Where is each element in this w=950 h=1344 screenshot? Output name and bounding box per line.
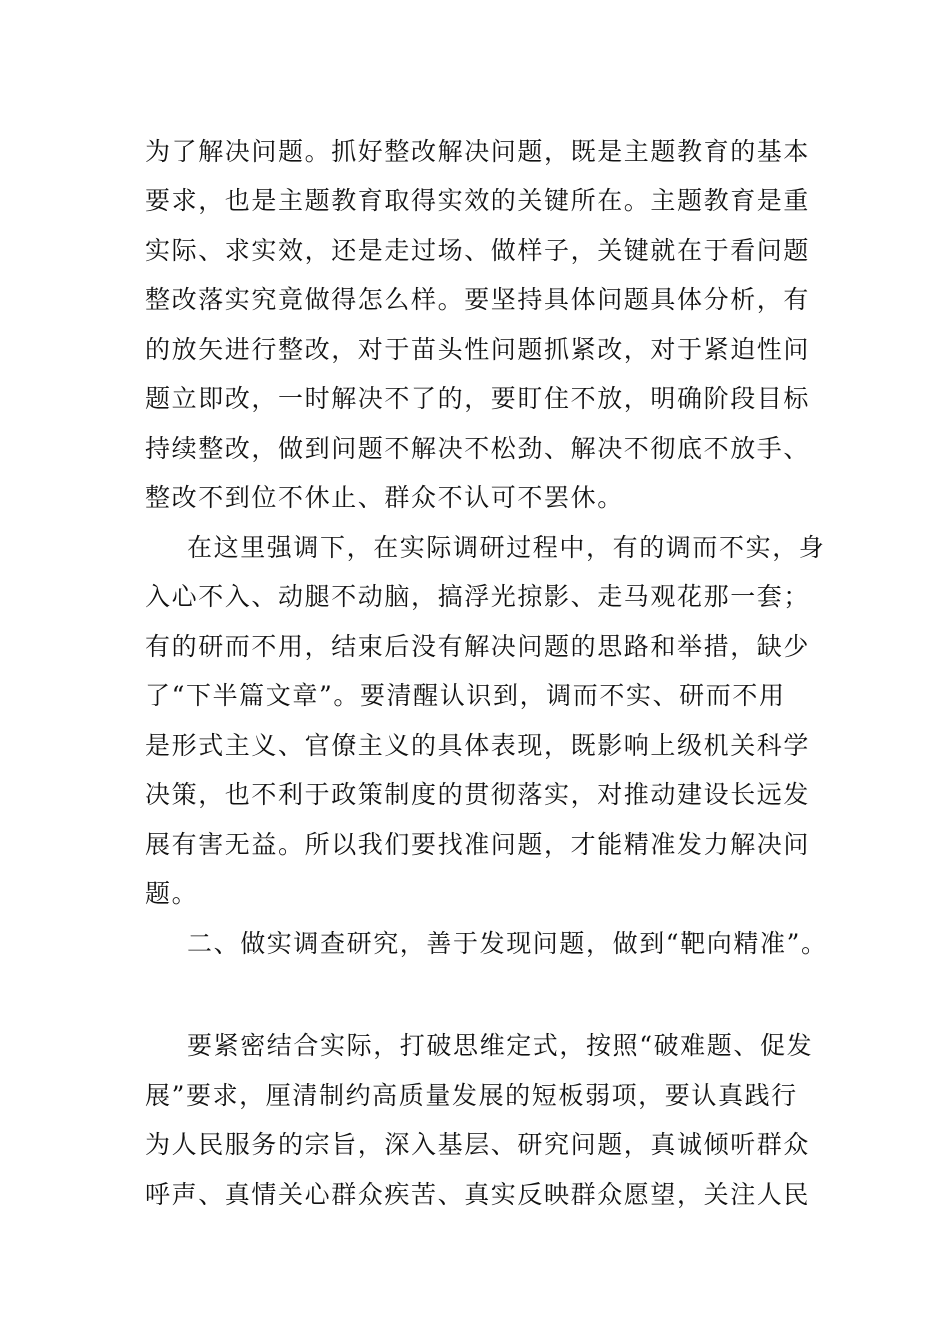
- text-line-14: 决策，也不利于政策制度的贯彻落实，对推动建设长远发: [145, 780, 811, 809]
- text-line-4: 整改落实究竟做得怎么样。要坚持具体问题具体分析，有: [145, 285, 811, 314]
- text-line-12: 了“下半篇文章”。要清醒认识到，调而不实、研而不用: [145, 681, 786, 710]
- text-line-2: 要求，也是主题教育取得实效的关键所在。主题教育是重: [145, 186, 811, 215]
- text-line-3: 实际、求实效，还是走过场、做样子，关键就在于看问题: [145, 236, 811, 265]
- text-line-8: 整改不到位不休止、群众不认可不罢休。: [145, 483, 624, 512]
- text-line-10: 入心不入、动腿不动脑，搞浮光掠影、走马观花那一套；: [145, 582, 811, 611]
- text-line-21: 呼声、真情关心群众疾苦、真实反映群众愿望，关注人民: [145, 1180, 811, 1209]
- text-line-5: 的放矢进行整改，对于苗头性问题抓紧改，对于紧迫性问: [145, 335, 811, 364]
- text-line-16: 题。: [145, 879, 199, 908]
- text-line-20: 为人民服务的宗旨，深入基层、研究问题，真诚倾听群众: [145, 1130, 811, 1159]
- section-heading: 二、做实调查研究，善于发现问题，做到“靶向精准”。: [187, 929, 828, 958]
- text-line-7: 持续整改，做到问题不解决不松劲、解决不彻底不放手、: [145, 434, 811, 463]
- text-line-13: 是形式主义、官僚主义的具体表现，既影响上级机关科学: [145, 731, 811, 760]
- text-line-18: 要紧密结合实际，打破思维定式，按照“破难题、促发: [187, 1031, 814, 1060]
- text-line-9: 在这里强调下，在实际调研过程中，有的调而不实，身: [187, 533, 826, 562]
- text-line-11: 有的研而不用，结束后没有解决问题的思路和举措，缺少: [145, 632, 811, 661]
- text-line-15: 展有害无益。所以我们要找准问题，才能精准发力解决问: [145, 830, 811, 859]
- text-line-19: 展”要求，厘清制约高质量发展的短板弱项，要认真践行: [145, 1081, 798, 1110]
- text-line-1: 为了解决问题。抓好整改解决问题，既是主题教育的基本: [145, 137, 811, 166]
- text-line-6: 题立即改，一时解决不了的，要盯住不放，明确阶段目标: [145, 384, 811, 413]
